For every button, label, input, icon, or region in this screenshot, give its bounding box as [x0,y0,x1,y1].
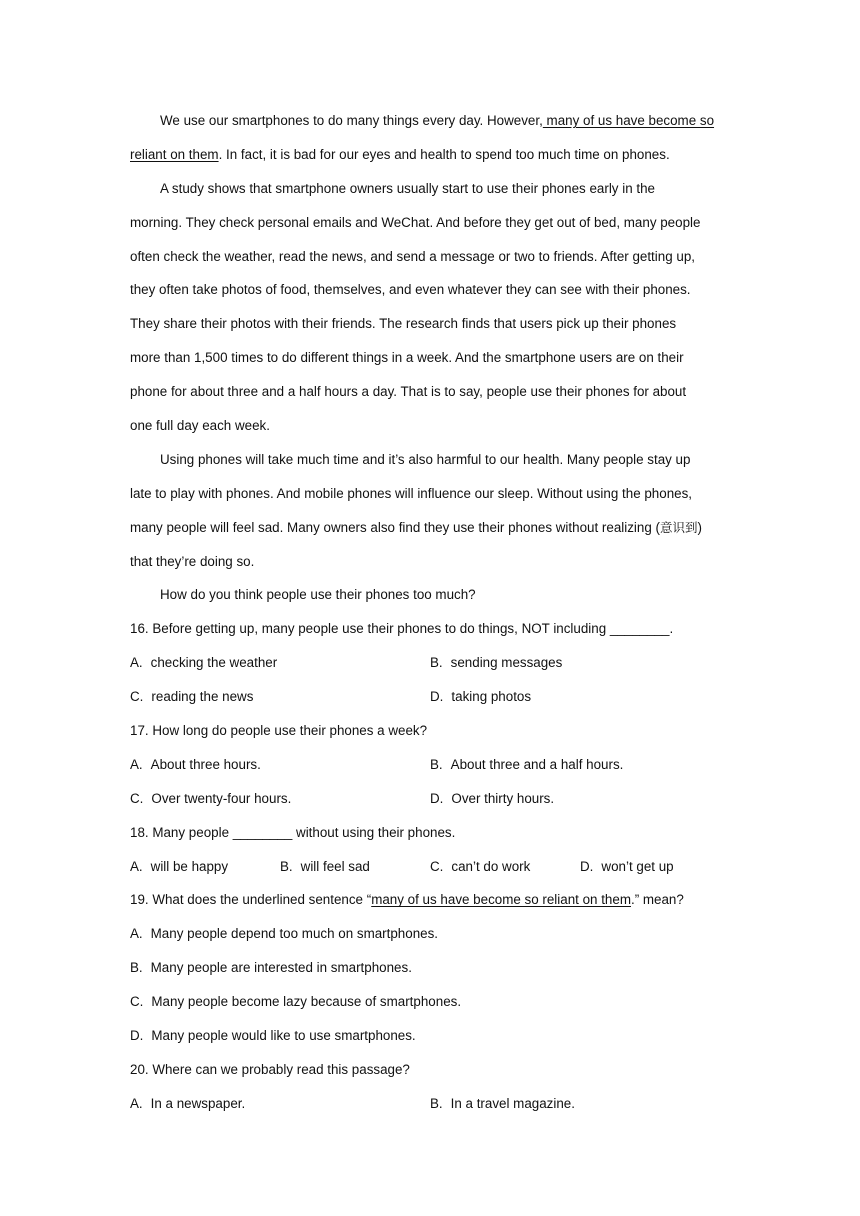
option-b[interactable] [430,748,730,782]
underlined-sentence: many of us have become so reliant on them [371,892,631,908]
option-text: Over twenty-four hours. [151,790,292,806]
document-body [130,104,740,1121]
option-text: sending messages [450,655,563,671]
option-text: About three and a half hours. [450,756,624,772]
passage-p2-line-1: A study shows that smartphone owners usually start to use their phones early in the [160,180,655,196]
question-20-options [130,1087,740,1121]
option-letter: C. [130,994,144,1010]
option-letter: B. [430,655,443,671]
passage-p3-line-3 [130,511,740,545]
passage-p1-line-1 [130,104,740,138]
option-a[interactable] [130,1087,430,1121]
option-letter: D. [430,790,444,806]
question-18-options [130,850,740,884]
question-18-stem: 18. Many people ________ without using their phones. [130,824,456,840]
question-20-stem: 20. Where can we probably read this passage? [130,1061,410,1077]
underlined-sentence-part-1: many of us have become so [542,113,715,128]
passage-text: . In fact, it is bad for our eyes and health to spend too much time on phones. [218,146,670,162]
stem-text: .” mean? [630,892,684,908]
option-letter: B. [280,858,293,874]
option-letter: C. [430,858,444,874]
option-text: taking photos [451,689,532,705]
passage-p3-line-2: late to play with phones. And mobile phones will influence our sleep. Without using the phones, [130,485,693,501]
option-b[interactable] [130,951,740,985]
option-a[interactable] [130,646,430,680]
option-letter: D. [580,858,594,874]
option-d[interactable] [130,1019,740,1053]
passage-p3-line-1: Using phones will take much time and it’s also harmful to our health. Many people stay up [160,451,691,467]
option-b[interactable] [280,850,430,884]
option-text: reading the news [151,689,254,705]
option-letter: C. [130,689,144,705]
option-text: Many people become lazy because of smartphones. [151,994,462,1010]
passage-p2-line-3: often check the weather, read the news, and send a message or two to friends. After getting up, [130,248,695,264]
question-16-stem: 16. Before getting up, many people use their phones to do things, NOT including ________. [130,621,674,637]
option-text: In a newspaper. [150,1095,246,1111]
option-letter: B. [430,756,443,772]
option-c[interactable] [130,985,740,1019]
option-letter: D. [130,1028,144,1044]
passage-p2-line-2: morning. They check personal emails and WeChat. And before they get out of bed, many people [130,214,701,230]
option-letter: C. [130,790,144,806]
option-d[interactable] [580,850,730,884]
option-letter: A. [130,926,143,942]
passage-p2-line-4: they often take photos of food, themselves, and even whatever they can see with their phones. [130,282,691,298]
passage-p2-line-6: more than 1,500 times to do different things in a week. And the smartphone users are on their [130,350,684,366]
passage-text: ) [697,519,702,535]
question-19-stem [130,883,740,917]
passage-text: We use our smartphones to do many things every day. However, [160,113,543,128]
question-17-options-row-2 [130,782,740,816]
option-text: won’t get up [601,858,674,874]
passage-p2-line-7: phone for about three and a half hours a day. That is to say, people use their phones for about [130,384,687,400]
question-16-options-row-2 [130,680,740,714]
question-17-stem: 17. How long do people use their phones a week? [130,723,428,739]
chinese-gloss: 意识到 [659,519,698,535]
option-b[interactable] [430,646,730,680]
question-17-options-row-1 [130,748,740,782]
option-d[interactable] [430,782,730,816]
option-d[interactable] [430,680,730,714]
underlined-sentence-part-2: reliant on them [130,146,219,162]
passage-p1-line-2 [130,138,740,172]
option-b[interactable] [430,1087,730,1121]
option-text: Many people are interested in smartphones. [150,960,412,976]
option-letter: A. [130,655,143,671]
passage-p3-line-4: that they’re doing so. [130,553,255,569]
passage-text: many people will feel sad. Many owners also find they use their phones without realizing ( [130,519,660,535]
option-text: can’t do work [451,858,531,874]
option-c[interactable] [130,782,430,816]
option-letter: D. [430,689,444,705]
passage-p4: How do you think people use their phones too much? [160,587,476,603]
passage-p2-line-5: They share their photos with their friends. The research finds that users pick up their phones [130,316,677,332]
option-letter: B. [430,1095,443,1111]
option-c[interactable] [430,850,580,884]
option-letter: B. [130,960,143,976]
option-letter: A. [130,858,143,874]
option-text: Over thirty hours. [451,790,555,806]
option-c[interactable] [130,680,430,714]
option-text: will be happy [150,858,229,874]
option-text: About three hours. [150,756,261,772]
passage-p2-line-8: one full day each week. [130,418,270,434]
stem-text: 19. What does the underlined sentence “ [130,892,372,908]
option-a[interactable] [130,850,280,884]
question-16-options-row-1 [130,646,740,680]
option-letter: A. [130,756,143,772]
option-text: will feel sad [300,858,370,874]
option-text: Many people would like to use smartphones. [151,1028,416,1044]
option-a[interactable] [130,748,430,782]
option-a[interactable] [130,917,740,951]
option-text: In a travel magazine. [450,1095,575,1111]
option-text: Many people depend too much on smartphones. [150,926,438,942]
option-text: checking the weather [150,655,278,671]
option-letter: A. [130,1095,143,1111]
